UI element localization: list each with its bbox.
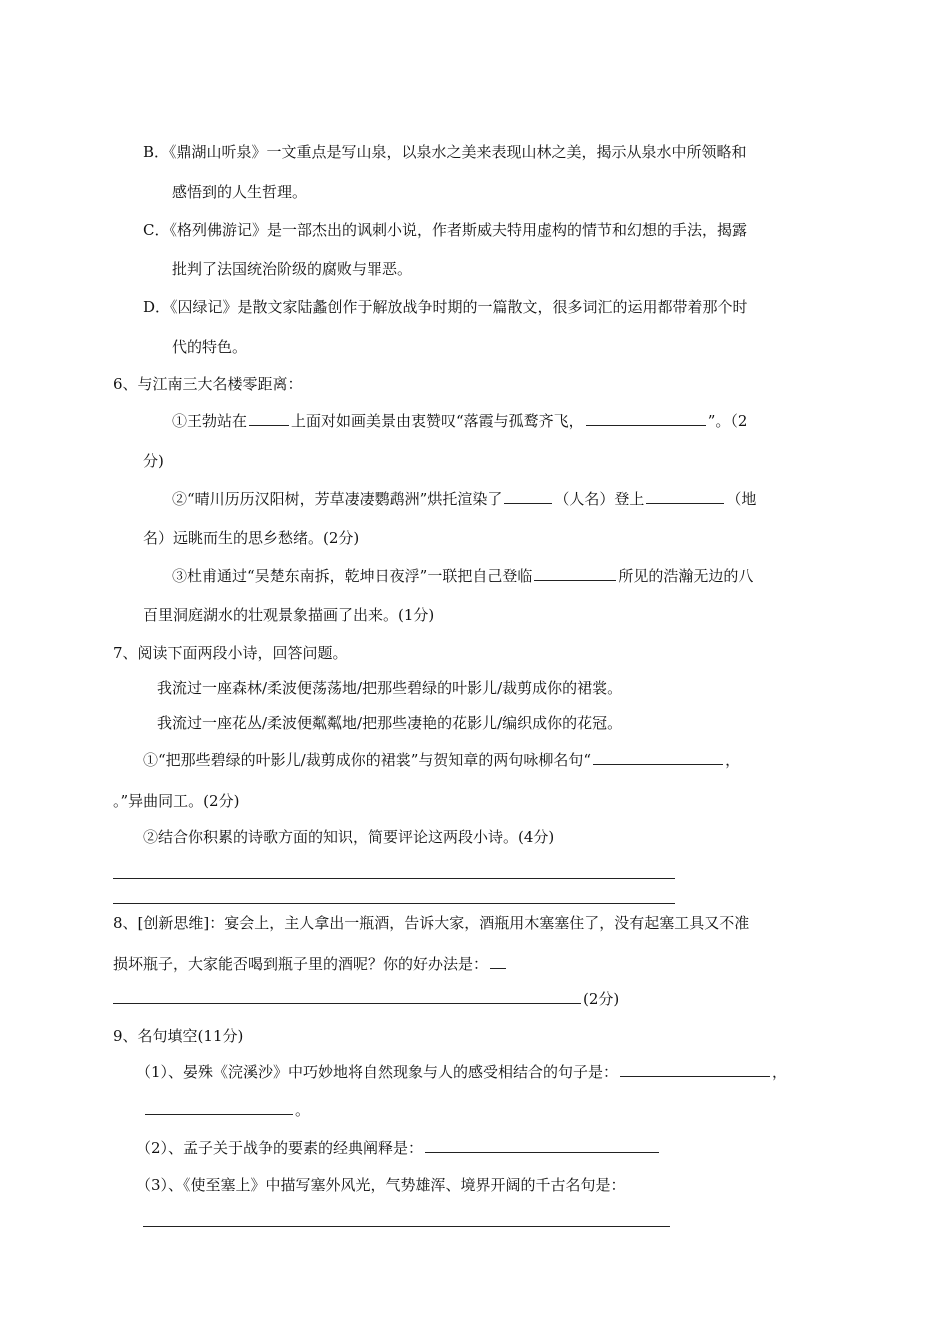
q6-item-2-text-c: （地 xyxy=(726,490,757,508)
q9-blank-2[interactable] xyxy=(425,1138,659,1153)
q6-item-3 xyxy=(172,565,753,587)
q7-item-1-text-a: ①“把那些碧绿的叶影儿/裁剪成你的裙裳”与贺知章的两句咏柳名句“ xyxy=(143,751,592,769)
q6-item-1-text-a: ①王勃站在 xyxy=(172,412,248,430)
q5-option-b-line1: B．《鼎湖山听泉》一文重点是写山泉，以泉水之美来表现山林之美，揭示从泉水中所领略和 xyxy=(143,143,747,161)
q9-item-2 xyxy=(136,1137,661,1159)
q7-answer-line-1[interactable] xyxy=(113,878,675,879)
q7-item-1-cont: 。”异曲同工。(2分) xyxy=(113,792,240,810)
q6-item-2-text-a: ②“晴川历历汉阳树，芳草凄凄鹦鹉洲”烘托渲染了 xyxy=(172,490,503,508)
q9-blank-1a[interactable] xyxy=(620,1062,770,1077)
q6-blank-place[interactable] xyxy=(249,411,289,426)
q7-poem-1: 我流过一座森林/柔波便荡荡地/把那些碧绿的叶影儿/裁剪成你的裙裳。 xyxy=(157,679,623,697)
q8-blank-short[interactable] xyxy=(490,954,506,969)
q6-item-3-cont: 百里洞庭湖水的壮观景象描画了出来。(1分) xyxy=(143,606,435,624)
q6-item-1-cont: 分) xyxy=(143,452,164,470)
q7-title: 7、阅读下面两段小诗，回答问题。 xyxy=(113,644,348,662)
q6-item-2-cont: 名）远眺而生的思乡愁绪。(2分) xyxy=(143,529,360,547)
q9-item-1-text: （1）、晏殊《浣溪沙》中巧妙地将自然现象与人的感受相结合的句子是： xyxy=(136,1063,619,1081)
q6-blank-tower[interactable] xyxy=(534,566,616,581)
q6-blank-verse[interactable] xyxy=(586,411,706,426)
q5-option-d-line1: D．《囚绿记》是散文家陆蠡创作于解放战争时期的一篇散文，很多词汇的运用都带着那个时 xyxy=(143,298,748,316)
q7-item-1 xyxy=(143,749,740,771)
q5-option-c-line2: 批判了法国统治阶级的腐败与罪恶。 xyxy=(172,260,413,278)
q7-answer-line-2[interactable] xyxy=(113,903,675,904)
q6-item-1 xyxy=(172,410,747,432)
q7-item-2: ②结合你积累的诗歌方面的知识，简要评论这两段小诗。(4分) xyxy=(143,828,555,846)
q7-poem-2: 我流过一座花丛/柔波便粼粼地/把那些凄艳的花影儿/编织成你的花冠。 xyxy=(157,714,623,732)
q8-line-2-text: 损坏瓶子，大家能否喝到瓶子里的酒呢？你的好办法是： xyxy=(113,955,489,973)
q6-blank-placename[interactable] xyxy=(646,489,724,504)
q9-blank-1b[interactable] xyxy=(145,1100,293,1115)
q6-blank-person[interactable] xyxy=(504,489,552,504)
q9-answer-line-3[interactable] xyxy=(143,1226,670,1227)
q9-item-1 xyxy=(136,1061,787,1083)
q9-item-1-end: 。 xyxy=(295,1101,311,1119)
q6-item-1-text-c: ”。（2 xyxy=(707,412,748,430)
q8-answer-line[interactable] xyxy=(113,1003,581,1004)
q9-item-1-cont xyxy=(143,1099,310,1121)
q6-item-3-text-b: 所见的浩瀚无边的八 xyxy=(618,567,754,585)
q8-line-2 xyxy=(113,953,508,975)
q9-item-3: （3）、《使至塞上》中描写塞外风光，气势雄浑、境界开阔的千古名句是： xyxy=(136,1176,626,1194)
q7-item-1-comma: ， xyxy=(725,751,741,769)
q9-item-2-text: （2）、孟子关于战争的要素的经典阐释是： xyxy=(136,1139,424,1157)
q9-title: 9、名句填空(11分) xyxy=(113,1027,244,1045)
q9-item-1-comma: ， xyxy=(772,1063,788,1081)
q6-item-2 xyxy=(172,488,756,510)
q8-score: (2分) xyxy=(583,990,620,1008)
q6-item-1-text-b: 上面对如画美景由衷赞叹“落霞与孤鹜齐飞， xyxy=(291,412,584,430)
q5-option-d-line2: 代的特色。 xyxy=(172,338,248,356)
q6-title: 6、与江南三大名楼零距离： xyxy=(113,375,303,393)
q6-item-3-text-a: ③杜甫通过“吴楚东南拆，乾坤日夜浮”一联把自己登临 xyxy=(172,567,533,585)
q8-line-1: 8、[创新思维]：宴会上，主人拿出一瓶酒，告诉大家，酒瓶用木塞塞住了，没有起塞工具又不准 xyxy=(113,914,750,932)
q6-item-2-text-b: （人名）登上 xyxy=(554,490,645,508)
q5-option-b-line2: 感悟到的人生哲理。 xyxy=(172,183,308,201)
q7-blank-verse-1[interactable] xyxy=(593,750,723,765)
q5-option-c-line1: C．《格列佛游记》是一部杰出的讽刺小说，作者斯威夫特用虚构的情节和幻想的手法，揭露 xyxy=(143,221,747,239)
